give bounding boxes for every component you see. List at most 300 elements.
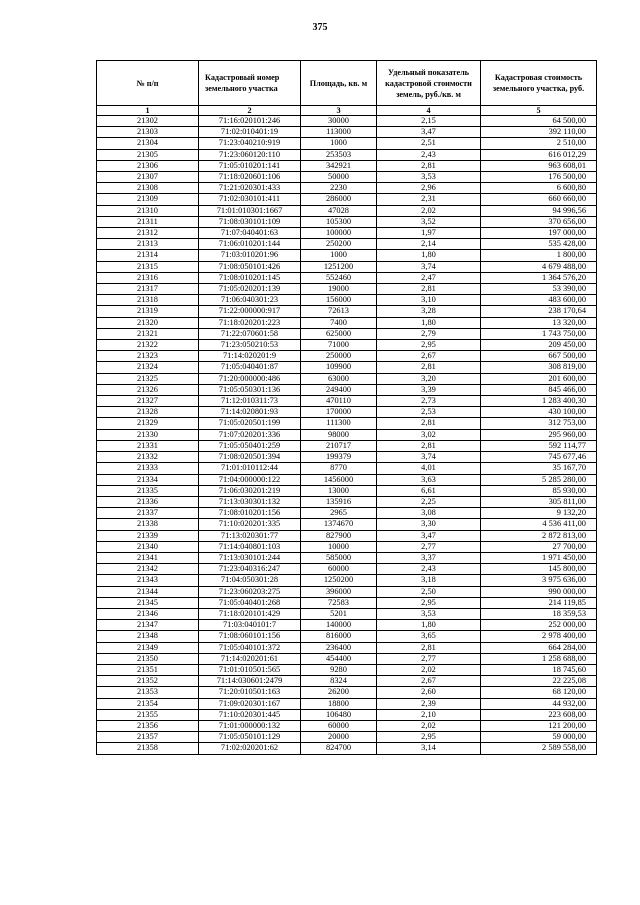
header-cadastral-cost: Кадастровая стоимость земельного участка, руб. — [481, 61, 597, 106]
area-cell: 20000 — [301, 732, 377, 743]
specific-value-cell: 2,43 — [377, 149, 481, 160]
row-number-cell: 21345 — [97, 597, 199, 608]
cadastral-number-cell: 71:13:030101:244 — [199, 552, 301, 563]
cadastral-number-cell: 71:08:020501:394 — [199, 452, 301, 463]
area-cell: 60000 — [301, 720, 377, 731]
column-number-row — [97, 106, 597, 116]
table-row — [97, 306, 597, 317]
row-number-cell: 21340 — [97, 541, 199, 552]
cadastral-value-table — [96, 60, 597, 755]
table-row — [97, 351, 597, 362]
specific-value-cell: 1,80 — [377, 620, 481, 631]
cadastral-cost-cell: 9 132,20 — [481, 508, 597, 519]
cadastral-number-cell: 71:20:010501:163 — [199, 687, 301, 698]
row-number-cell: 21324 — [97, 362, 199, 373]
specific-value-cell: 2,14 — [377, 239, 481, 250]
cadastral-cost-cell: 483 600,00 — [481, 295, 597, 306]
table-row — [97, 709, 597, 720]
area-cell: 1000 — [301, 138, 377, 149]
table-row — [97, 138, 597, 149]
area-cell: 19000 — [301, 284, 377, 295]
header-specific-value: Удельный показатель кадастровой стоимости земель, руб./кв. м — [377, 61, 481, 106]
cadastral-cost-cell: 64 500,00 — [481, 116, 597, 127]
row-number-cell: 21310 — [97, 205, 199, 216]
table-row — [97, 698, 597, 709]
cadastral-cost-cell: 535 428,00 — [481, 239, 597, 250]
cadastral-number-cell: 71:04:050301:28 — [199, 575, 301, 586]
column-number: 5 — [481, 106, 597, 116]
row-number-cell: 21335 — [97, 485, 199, 496]
cadastral-cost-cell: 4 679 488,00 — [481, 261, 597, 272]
row-number-cell: 21357 — [97, 732, 199, 743]
row-number-cell: 21325 — [97, 373, 199, 384]
table-row — [97, 720, 597, 731]
cadastral-cost-cell: 312 753,00 — [481, 418, 597, 429]
row-number-cell: 21353 — [97, 687, 199, 698]
area-cell: 1456000 — [301, 474, 377, 485]
row-number-cell: 21306 — [97, 160, 199, 171]
cadastral-number-cell: 71:03:040101:7 — [199, 620, 301, 631]
table-row — [97, 541, 597, 552]
cadastral-cost-cell: 252 000,00 — [481, 620, 597, 631]
area-cell: 1250200 — [301, 575, 377, 586]
cadastral-cost-cell: 745 677,46 — [481, 452, 597, 463]
area-cell: 585000 — [301, 552, 377, 563]
specific-value-cell: 3,28 — [377, 306, 481, 317]
cadastral-number-cell: 71:05:050301:136 — [199, 384, 301, 395]
cadastral-number-cell: 71:05:050101:129 — [199, 732, 301, 743]
cadastral-number-cell: 71:05:040101:372 — [199, 642, 301, 653]
cadastral-cost-cell: 2 872 813,00 — [481, 530, 597, 541]
specific-value-cell: 2,81 — [377, 642, 481, 653]
table-body — [97, 116, 597, 755]
cadastral-number-cell: 71:10:020301:445 — [199, 709, 301, 720]
table-row — [97, 194, 597, 205]
area-cell: 286000 — [301, 194, 377, 205]
row-number-cell: 21315 — [97, 261, 199, 272]
table-row — [97, 272, 597, 283]
row-number-cell: 21327 — [97, 396, 199, 407]
row-number-cell: 21346 — [97, 608, 199, 619]
table-row — [97, 496, 597, 507]
cadastral-cost-cell: 85 930,00 — [481, 485, 597, 496]
cadastral-cost-cell: 68 120,00 — [481, 687, 597, 698]
cadastral-number-cell: 71:07:040401:63 — [199, 228, 301, 239]
cadastral-cost-cell: 44 932,00 — [481, 698, 597, 709]
cadastral-number-cell: 71:05:040401:87 — [199, 362, 301, 373]
area-cell: 109900 — [301, 362, 377, 373]
cadastral-cost-cell: 5 285 280,00 — [481, 474, 597, 485]
cadastral-cost-cell: 845 466,00 — [481, 384, 597, 395]
table-row — [97, 362, 597, 373]
area-cell: 210717 — [301, 440, 377, 451]
cadastral-number-cell: 71:05:010201:141 — [199, 160, 301, 171]
row-number-cell: 21333 — [97, 463, 199, 474]
cadastral-cost-cell: 121 200,00 — [481, 720, 597, 731]
specific-value-cell: 2,77 — [377, 653, 481, 664]
cadastral-cost-cell: 430 100,00 — [481, 407, 597, 418]
cadastral-number-cell: 71:18:020201:223 — [199, 317, 301, 328]
table-row — [97, 642, 597, 653]
specific-value-cell: 2,96 — [377, 183, 481, 194]
area-cell: 5201 — [301, 608, 377, 619]
row-number-cell: 21350 — [97, 653, 199, 664]
area-cell: 552460 — [301, 272, 377, 283]
cadastral-cost-cell: 18 745,60 — [481, 664, 597, 675]
table-row — [97, 687, 597, 698]
cadastral-number-cell: 71:21:020301:433 — [199, 183, 301, 194]
row-number-cell: 21302 — [97, 116, 199, 127]
specific-value-cell: 1,80 — [377, 317, 481, 328]
row-number-cell: 21344 — [97, 586, 199, 597]
row-number-cell: 21320 — [97, 317, 199, 328]
cadastral-cost-cell: 53 390,00 — [481, 284, 597, 295]
area-cell: 135916 — [301, 496, 377, 507]
area-cell: 18800 — [301, 698, 377, 709]
cadastral-number-cell: 71:23:040210:919 — [199, 138, 301, 149]
cadastral-number-cell: 71:02:030101:411 — [199, 194, 301, 205]
row-number-cell: 21355 — [97, 709, 199, 720]
specific-value-cell: 2,47 — [377, 272, 481, 283]
cadastral-cost-cell: 22 225,08 — [481, 676, 597, 687]
row-number-cell: 21332 — [97, 452, 199, 463]
table-row — [97, 160, 597, 171]
cadastral-number-cell: 71:22:000000:917 — [199, 306, 301, 317]
cadastral-cost-cell: 963 608,01 — [481, 160, 597, 171]
cadastral-cost-cell: 94 996,56 — [481, 205, 597, 216]
table-row — [97, 452, 597, 463]
cadastral-cost-cell: 13 320,00 — [481, 317, 597, 328]
area-cell: 470110 — [301, 396, 377, 407]
area-cell: 72613 — [301, 306, 377, 317]
row-number-cell: 21317 — [97, 284, 199, 295]
table-row — [97, 586, 597, 597]
specific-value-cell: 4,01 — [377, 463, 481, 474]
area-cell: 8324 — [301, 676, 377, 687]
row-number-cell: 21326 — [97, 384, 199, 395]
specific-value-cell: 3,65 — [377, 631, 481, 642]
specific-value-cell: 3,18 — [377, 575, 481, 586]
table-row — [97, 261, 597, 272]
specific-value-cell: 2,51 — [377, 138, 481, 149]
row-number-cell: 21348 — [97, 631, 199, 642]
cadastral-cost-cell: 176 500,00 — [481, 172, 597, 183]
cadastral-number-cell: 71:23:060120:110 — [199, 149, 301, 160]
area-cell: 26200 — [301, 687, 377, 698]
specific-value-cell: 3,53 — [377, 172, 481, 183]
specific-value-cell: 1,80 — [377, 250, 481, 261]
cadastral-cost-cell: 238 170,64 — [481, 306, 597, 317]
row-number-cell: 21341 — [97, 552, 199, 563]
cadastral-cost-cell: 145 800,00 — [481, 564, 597, 575]
table-header-row — [97, 61, 597, 106]
area-cell: 140000 — [301, 620, 377, 631]
area-cell: 13000 — [301, 485, 377, 496]
area-cell: 106480 — [301, 709, 377, 720]
specific-value-cell: 2,81 — [377, 362, 481, 373]
cadastral-cost-cell: 2 510,00 — [481, 138, 597, 149]
cadastral-number-cell: 71:01:010301:1667 — [199, 205, 301, 216]
specific-value-cell: 1,97 — [377, 228, 481, 239]
cadastral-cost-cell: 616 012,29 — [481, 149, 597, 160]
cadastral-number-cell: 71:18:020101:429 — [199, 608, 301, 619]
table-row — [97, 597, 597, 608]
row-number-cell: 21308 — [97, 183, 199, 194]
header-cadastral-number: Кадастровый номер земельного участка — [199, 61, 301, 106]
table-row — [97, 295, 597, 306]
specific-value-cell: 2,81 — [377, 160, 481, 171]
cadastral-cost-cell: 4 536 411,00 — [481, 519, 597, 530]
area-cell: 111300 — [301, 418, 377, 429]
specific-value-cell: 2,95 — [377, 732, 481, 743]
cadastral-number-cell: 71:04:000000:122 — [199, 474, 301, 485]
specific-value-cell: 2,02 — [377, 664, 481, 675]
row-number-cell: 21331 — [97, 440, 199, 451]
cadastral-number-cell: 71:05:020201:139 — [199, 284, 301, 295]
area-cell: 2230 — [301, 183, 377, 194]
row-number-cell: 21303 — [97, 127, 199, 138]
specific-value-cell: 3,47 — [377, 530, 481, 541]
specific-value-cell: 3,08 — [377, 508, 481, 519]
area-cell: 9280 — [301, 664, 377, 675]
specific-value-cell: 2,73 — [377, 396, 481, 407]
cadastral-number-cell: 71:08:030101:109 — [199, 216, 301, 227]
area-cell: 71000 — [301, 340, 377, 351]
row-number-cell: 21329 — [97, 418, 199, 429]
cadastral-number-cell: 71:08:060101:156 — [199, 631, 301, 642]
row-number-cell: 21337 — [97, 508, 199, 519]
specific-value-cell: 3,14 — [377, 743, 481, 754]
row-number-cell: 21338 — [97, 519, 199, 530]
cadastral-number-cell: 71:14:020201:9 — [199, 351, 301, 362]
area-cell: 824700 — [301, 743, 377, 754]
specific-value-cell: 2,10 — [377, 709, 481, 720]
specific-value-cell: 3,10 — [377, 295, 481, 306]
area-cell: 98000 — [301, 429, 377, 440]
table-row — [97, 631, 597, 642]
table-row — [97, 676, 597, 687]
specific-value-cell: 3,63 — [377, 474, 481, 485]
cadastral-cost-cell: 214 119,85 — [481, 597, 597, 608]
specific-value-cell: 3,30 — [377, 519, 481, 530]
table-row — [97, 564, 597, 575]
area-cell: 100000 — [301, 228, 377, 239]
specific-value-cell: 2,60 — [377, 687, 481, 698]
table-row — [97, 172, 597, 183]
cadastral-cost-cell: 308 819,00 — [481, 362, 597, 373]
cadastral-number-cell: 71:16:020101:246 — [199, 116, 301, 127]
table-row — [97, 239, 597, 250]
row-number-cell: 21356 — [97, 720, 199, 731]
area-cell: 253503 — [301, 149, 377, 160]
row-number-cell: 21343 — [97, 575, 199, 586]
cadastral-cost-cell: 592 114,77 — [481, 440, 597, 451]
cadastral-cost-cell: 660 660,00 — [481, 194, 597, 205]
specific-value-cell: 2,50 — [377, 586, 481, 597]
specific-value-cell: 2,02 — [377, 205, 481, 216]
cadastral-number-cell: 71:08:010201:156 — [199, 508, 301, 519]
page-number: 375 — [312, 22, 328, 33]
area-cell: 113000 — [301, 127, 377, 138]
specific-value-cell: 2,53 — [377, 407, 481, 418]
table-row — [97, 530, 597, 541]
row-number-cell: 21330 — [97, 429, 199, 440]
area-cell: 1374670 — [301, 519, 377, 530]
row-number-cell: 21336 — [97, 496, 199, 507]
area-cell: 454400 — [301, 653, 377, 664]
specific-value-cell: 2,79 — [377, 328, 481, 339]
row-number-cell: 21328 — [97, 407, 199, 418]
cadastral-number-cell: 71:08:050101:426 — [199, 261, 301, 272]
table-row — [97, 396, 597, 407]
row-number-cell: 21321 — [97, 328, 199, 339]
table-row — [97, 317, 597, 328]
area-cell: 625000 — [301, 328, 377, 339]
cadastral-cost-cell: 1 258 688,00 — [481, 653, 597, 664]
table-row — [97, 429, 597, 440]
table-row — [97, 732, 597, 743]
header-area: Площадь, кв. м — [301, 61, 377, 106]
row-number-cell: 21319 — [97, 306, 199, 317]
specific-value-cell: 3,53 — [377, 608, 481, 619]
table-row — [97, 116, 597, 127]
table-row — [97, 149, 597, 160]
area-cell: 10000 — [301, 541, 377, 552]
specific-value-cell: 2,25 — [377, 496, 481, 507]
cadastral-cost-cell: 3 975 636,00 — [481, 575, 597, 586]
area-cell: 250000 — [301, 351, 377, 362]
specific-value-cell: 2,95 — [377, 597, 481, 608]
table-row — [97, 228, 597, 239]
area-cell: 236400 — [301, 642, 377, 653]
cadastral-number-cell: 71:01:010112:44 — [199, 463, 301, 474]
table-row — [97, 340, 597, 351]
table-row — [97, 373, 597, 384]
table-row — [97, 608, 597, 619]
table-row — [97, 519, 597, 530]
row-number-cell: 21339 — [97, 530, 199, 541]
area-cell: 2965 — [301, 508, 377, 519]
cadastral-number-cell: 71:23:060203:275 — [199, 586, 301, 597]
table-row — [97, 474, 597, 485]
area-cell: 816000 — [301, 631, 377, 642]
area-cell: 396000 — [301, 586, 377, 597]
area-cell: 250200 — [301, 239, 377, 250]
row-number-cell: 21316 — [97, 272, 199, 283]
specific-value-cell: 2,81 — [377, 440, 481, 451]
cadastral-number-cell: 71:23:040316:247 — [199, 564, 301, 575]
row-number-cell: 21354 — [97, 698, 199, 709]
specific-value-cell: 3,02 — [377, 429, 481, 440]
area-cell: 72583 — [301, 597, 377, 608]
cadastral-cost-cell: 664 284,00 — [481, 642, 597, 653]
specific-value-cell: 2,31 — [377, 194, 481, 205]
specific-value-cell: 2,95 — [377, 340, 481, 351]
cadastral-number-cell: 71:05:020501:199 — [199, 418, 301, 429]
cadastral-cost-cell: 35 167,70 — [481, 463, 597, 474]
row-number-cell: 21322 — [97, 340, 199, 351]
cadastral-cost-cell: 2 589 558,00 — [481, 743, 597, 754]
cadastral-number-cell: 71:03:010201:96 — [199, 250, 301, 261]
row-number-cell: 21349 — [97, 642, 199, 653]
table-row — [97, 328, 597, 339]
cadastral-cost-cell: 201 600,00 — [481, 373, 597, 384]
cadastral-cost-cell: 6 600,80 — [481, 183, 597, 194]
specific-value-cell: 2,67 — [377, 351, 481, 362]
row-number-cell: 21347 — [97, 620, 199, 631]
cadastral-cost-cell: 295 960,00 — [481, 429, 597, 440]
specific-value-cell: 2,15 — [377, 116, 481, 127]
specific-value-cell: 3,47 — [377, 127, 481, 138]
area-cell: 1251200 — [301, 261, 377, 272]
row-number-cell: 21311 — [97, 216, 199, 227]
cadastral-cost-cell: 1 364 576,20 — [481, 272, 597, 283]
area-cell: 1000 — [301, 250, 377, 261]
cadastral-number-cell: 71:02:010401:19 — [199, 127, 301, 138]
specific-value-cell: 2,77 — [377, 541, 481, 552]
area-cell: 60000 — [301, 564, 377, 575]
cadastral-cost-cell: 59 000,00 — [481, 732, 597, 743]
column-number: 3 — [301, 106, 377, 116]
row-number-cell: 21342 — [97, 564, 199, 575]
specific-value-cell: 3,74 — [377, 261, 481, 272]
column-number: 1 — [97, 106, 199, 116]
area-cell: 827900 — [301, 530, 377, 541]
area-cell: 7400 — [301, 317, 377, 328]
table-row — [97, 216, 597, 227]
row-number-cell: 21352 — [97, 676, 199, 687]
area-cell: 156000 — [301, 295, 377, 306]
specific-value-cell: 3,52 — [377, 216, 481, 227]
header-row-number: № п/п — [97, 61, 199, 106]
table-row — [97, 418, 597, 429]
cadastral-number-cell: 71:09:020301:167 — [199, 698, 301, 709]
table-row — [97, 552, 597, 563]
cadastral-cost-cell: 18 359,53 — [481, 608, 597, 619]
cadastral-number-cell: 71:02:020201:62 — [199, 743, 301, 754]
cadastral-number-cell: 71:05:050401:259 — [199, 440, 301, 451]
cadastral-number-cell: 71:23:050210:53 — [199, 340, 301, 351]
column-number: 4 — [377, 106, 481, 116]
table-row — [97, 384, 597, 395]
area-cell: 50000 — [301, 172, 377, 183]
table-row — [97, 653, 597, 664]
cadastral-number-cell: 71:14:020201:61 — [199, 653, 301, 664]
cadastral-cost-cell: 392 110,00 — [481, 127, 597, 138]
cadastral-number-cell: 71:06:040301:23 — [199, 295, 301, 306]
specific-value-cell: 3,74 — [377, 452, 481, 463]
cadastral-number-cell: 71:13:030301:132 — [199, 496, 301, 507]
cadastral-cost-cell: 2 978 400,00 — [481, 631, 597, 642]
cadastral-cost-cell: 1 743 750,00 — [481, 328, 597, 339]
table-row — [97, 664, 597, 675]
row-number-cell: 21312 — [97, 228, 199, 239]
cadastral-number-cell: 71:10:020201:335 — [199, 519, 301, 530]
table-row — [97, 127, 597, 138]
table-row — [97, 620, 597, 631]
cadastral-cost-cell: 27 700,00 — [481, 541, 597, 552]
row-number-cell: 21358 — [97, 743, 199, 754]
cadastral-number-cell: 71:22:070601:58 — [199, 328, 301, 339]
cadastral-number-cell: 71:20:000000:486 — [199, 373, 301, 384]
area-cell: 249400 — [301, 384, 377, 395]
cadastral-cost-cell: 1 971 450,00 — [481, 552, 597, 563]
cadastral-number-cell: 71:06:010201:144 — [199, 239, 301, 250]
cadastral-number-cell: 71:05:040401:268 — [199, 597, 301, 608]
cadastral-number-cell: 71:01:000000:132 — [199, 720, 301, 731]
table-row — [97, 205, 597, 216]
area-cell: 342921 — [301, 160, 377, 171]
